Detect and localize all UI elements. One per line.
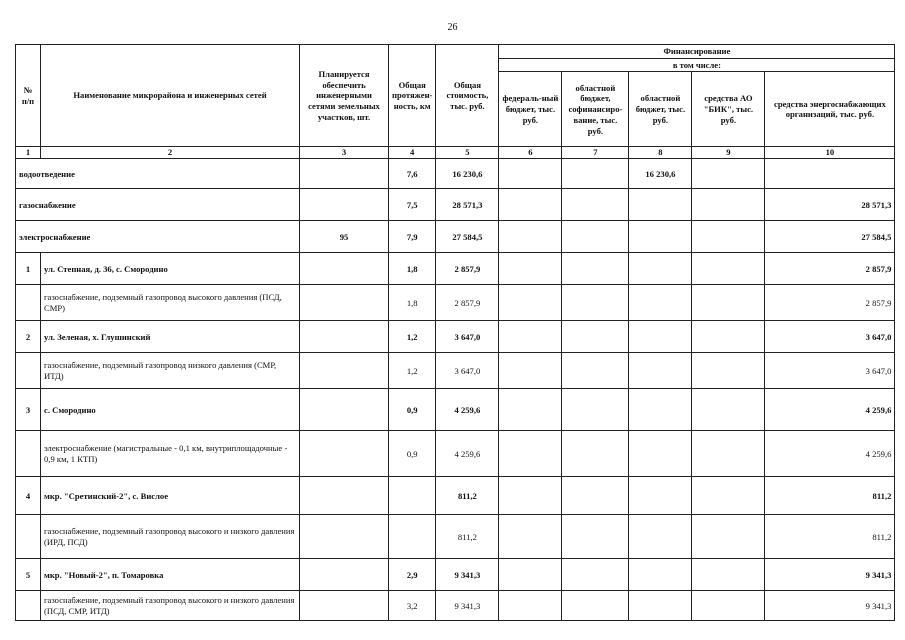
column-number: 6 <box>499 147 562 159</box>
cell-length: 1,2 <box>389 321 436 353</box>
cell-bik <box>692 285 765 321</box>
row-name: электроснабжение <box>16 221 300 253</box>
cell-energy: 4 259,6 <box>765 389 895 431</box>
cell-bik <box>692 515 765 559</box>
column-number: 10 <box>765 147 895 159</box>
cell-total: 9 341,3 <box>436 559 499 591</box>
cell-plots <box>300 189 389 221</box>
header-energy: средства энергоснабжающих организаций, тыс. руб. <box>765 72 895 147</box>
cell-regional <box>629 389 692 431</box>
cell-bik <box>692 189 765 221</box>
row-name: с. Смородино <box>41 389 300 431</box>
table-body <box>16 159 895 621</box>
row-num: 4 <box>16 477 41 515</box>
header-regional-cofin: областной бюджет, софинансиро-вание, тыс. руб. <box>562 72 629 147</box>
column-number: 7 <box>562 147 629 159</box>
cell-regional <box>629 189 692 221</box>
cell-bik <box>692 431 765 477</box>
cell-federal <box>499 159 562 189</box>
cell-plots <box>300 515 389 559</box>
cell-energy: 4 259,6 <box>765 431 895 477</box>
row-name: электроснабжение (магистральные - 0,1 км, внутриплощадочные - 0,9 км, 1 КТП) <box>41 431 300 477</box>
cell-total: 9 341,3 <box>436 591 499 621</box>
row-num: 5 <box>16 559 41 591</box>
table-row <box>16 189 895 221</box>
cell-length: 0,9 <box>389 431 436 477</box>
cell-length: 7,6 <box>389 159 436 189</box>
cell-federal <box>499 221 562 253</box>
cell-regional <box>629 321 692 353</box>
cell-federal <box>499 477 562 515</box>
cell-regional <box>629 221 692 253</box>
cell-regional: 16 230,6 <box>629 159 692 189</box>
table-row <box>16 353 895 389</box>
cell-cofin <box>562 321 629 353</box>
cell-total: 3 647,0 <box>436 321 499 353</box>
table-row <box>16 559 895 591</box>
cell-cofin <box>562 591 629 621</box>
cell-cofin <box>562 253 629 285</box>
cell-energy: 9 341,3 <box>765 559 895 591</box>
cell-length: 2,9 <box>389 559 436 591</box>
cell-energy: 28 571,3 <box>765 189 895 221</box>
row-name: газоснабжение <box>16 189 300 221</box>
cell-length <box>389 515 436 559</box>
cell-federal <box>499 559 562 591</box>
cell-cofin <box>562 285 629 321</box>
cell-bik <box>692 321 765 353</box>
table-row <box>16 515 895 559</box>
cell-regional <box>629 253 692 285</box>
table-row <box>16 159 895 189</box>
cell-cofin <box>562 431 629 477</box>
cell-federal <box>499 189 562 221</box>
cell-length <box>389 477 436 515</box>
row-name: ул. Степная, д. 36, с. Смородино <box>41 253 300 285</box>
cell-federal <box>499 353 562 389</box>
cell-energy: 811,2 <box>765 515 895 559</box>
table-row <box>16 321 895 353</box>
row-name: газоснабжение, подземный газопровод высокого давления (ПСД, СМР) <box>41 285 300 321</box>
cell-energy: 2 857,9 <box>765 253 895 285</box>
table-row <box>16 477 895 515</box>
row-num <box>16 285 41 321</box>
column-number-row <box>16 147 895 159</box>
cell-federal <box>499 285 562 321</box>
cell-length: 1,2 <box>389 353 436 389</box>
cell-bik <box>692 389 765 431</box>
cell-total: 811,2 <box>436 515 499 559</box>
row-name: мкр. "Сретинский-2", с. Вислое <box>41 477 300 515</box>
cell-energy: 2 857,9 <box>765 285 895 321</box>
row-name: газоснабжение, подземный газопровод высокого и низкого давления (ПСД, СМР, ИТД) <box>41 591 300 621</box>
cell-energy: 27 584,5 <box>765 221 895 253</box>
row-num <box>16 515 41 559</box>
header-bik: средства АО "БИК", тыс. руб. <box>692 72 765 147</box>
cell-bik <box>692 159 765 189</box>
row-num <box>16 591 41 621</box>
cell-total: 4 259,6 <box>436 431 499 477</box>
cell-regional <box>629 285 692 321</box>
header-regional: областной бюджет, тыс. руб. <box>629 72 692 147</box>
row-num: 3 <box>16 389 41 431</box>
cell-energy: 3 647,0 <box>765 321 895 353</box>
cell-regional <box>629 431 692 477</box>
row-name: мкр. "Новый-2", п. Томаровка <box>41 559 300 591</box>
cell-cofin <box>562 221 629 253</box>
cell-length: 7,9 <box>389 221 436 253</box>
cell-total: 28 571,3 <box>436 189 499 221</box>
cell-length: 1,8 <box>389 253 436 285</box>
cell-federal <box>499 389 562 431</box>
cell-plots <box>300 477 389 515</box>
table-row <box>16 389 895 431</box>
cell-cofin <box>562 515 629 559</box>
cell-cofin <box>562 389 629 431</box>
column-number: 2 <box>41 147 300 159</box>
financing-table <box>15 44 895 621</box>
cell-regional <box>629 353 692 389</box>
cell-length: 3,2 <box>389 591 436 621</box>
row-num <box>16 353 41 389</box>
row-name: газоснабжение, подземный газопровод низкого давления (СМР, ИТД) <box>41 353 300 389</box>
cell-total: 811,2 <box>436 477 499 515</box>
column-number: 9 <box>692 147 765 159</box>
header-total: Общая стоимость, тыс. руб. <box>436 45 499 147</box>
cell-total: 3 647,0 <box>436 353 499 389</box>
cell-regional <box>629 477 692 515</box>
cell-regional <box>629 515 692 559</box>
row-num: 1 <box>16 253 41 285</box>
row-name: газоснабжение, подземный газопровод высокого и низкого давления (ИРД, ПСД) <box>41 515 300 559</box>
header-num: № п/п <box>16 45 41 147</box>
cell-plots <box>300 559 389 591</box>
cell-federal <box>499 591 562 621</box>
cell-cofin <box>562 477 629 515</box>
cell-bik <box>692 353 765 389</box>
cell-regional <box>629 591 692 621</box>
cell-regional <box>629 559 692 591</box>
cell-federal <box>499 321 562 353</box>
cell-bik <box>692 559 765 591</box>
row-name: ул. Зеленая, х. Глушинский <box>41 321 300 353</box>
cell-bik <box>692 253 765 285</box>
cell-plots <box>300 253 389 285</box>
cell-cofin <box>562 353 629 389</box>
column-number: 8 <box>629 147 692 159</box>
cell-plots <box>300 321 389 353</box>
cell-bik <box>692 591 765 621</box>
cell-cofin <box>562 559 629 591</box>
cell-total: 2 857,9 <box>436 285 499 321</box>
cell-cofin <box>562 159 629 189</box>
cell-plots <box>300 431 389 477</box>
cell-federal <box>499 515 562 559</box>
cell-energy: 811,2 <box>765 477 895 515</box>
cell-cofin <box>562 189 629 221</box>
cell-total: 27 584,5 <box>436 221 499 253</box>
table-row <box>16 431 895 477</box>
table-row <box>16 285 895 321</box>
row-num: 2 <box>16 321 41 353</box>
cell-plots <box>300 591 389 621</box>
row-name: водоотведение <box>16 159 300 189</box>
column-number: 4 <box>389 147 436 159</box>
header-length: Общая протяжен-ность, км <box>389 45 436 147</box>
cell-plots: 95 <box>300 221 389 253</box>
row-num <box>16 431 41 477</box>
cell-plots <box>300 353 389 389</box>
cell-bik <box>692 477 765 515</box>
cell-length: 1,8 <box>389 285 436 321</box>
cell-plots <box>300 389 389 431</box>
table-row <box>16 591 895 621</box>
header-including: в том числе: <box>499 58 895 72</box>
cell-federal <box>499 253 562 285</box>
header-name: Наименование микрорайона и инженерных сетей <box>41 45 300 147</box>
cell-plots <box>300 159 389 189</box>
column-number: 1 <box>16 147 41 159</box>
cell-total: 16 230,6 <box>436 159 499 189</box>
table-row <box>16 253 895 285</box>
cell-energy: 9 341,3 <box>765 591 895 621</box>
cell-bik <box>692 221 765 253</box>
column-number: 3 <box>300 147 389 159</box>
cell-length: 7,5 <box>389 189 436 221</box>
cell-length: 0,9 <box>389 389 436 431</box>
cell-energy <box>765 159 895 189</box>
page-number: 26 <box>447 22 458 33</box>
header-financing: Финансирование <box>499 45 895 59</box>
cell-energy: 3 647,0 <box>765 353 895 389</box>
cell-total: 4 259,6 <box>436 389 499 431</box>
header-federal: федераль-ный бюджет, тыс. руб. <box>499 72 562 147</box>
header-plots: Планируется обеспечить инженерными сетями земельных участков, шт. <box>300 45 389 147</box>
column-number: 5 <box>436 147 499 159</box>
table-row <box>16 221 895 253</box>
cell-total: 2 857,9 <box>436 253 499 285</box>
cell-plots <box>300 285 389 321</box>
cell-federal <box>499 431 562 477</box>
